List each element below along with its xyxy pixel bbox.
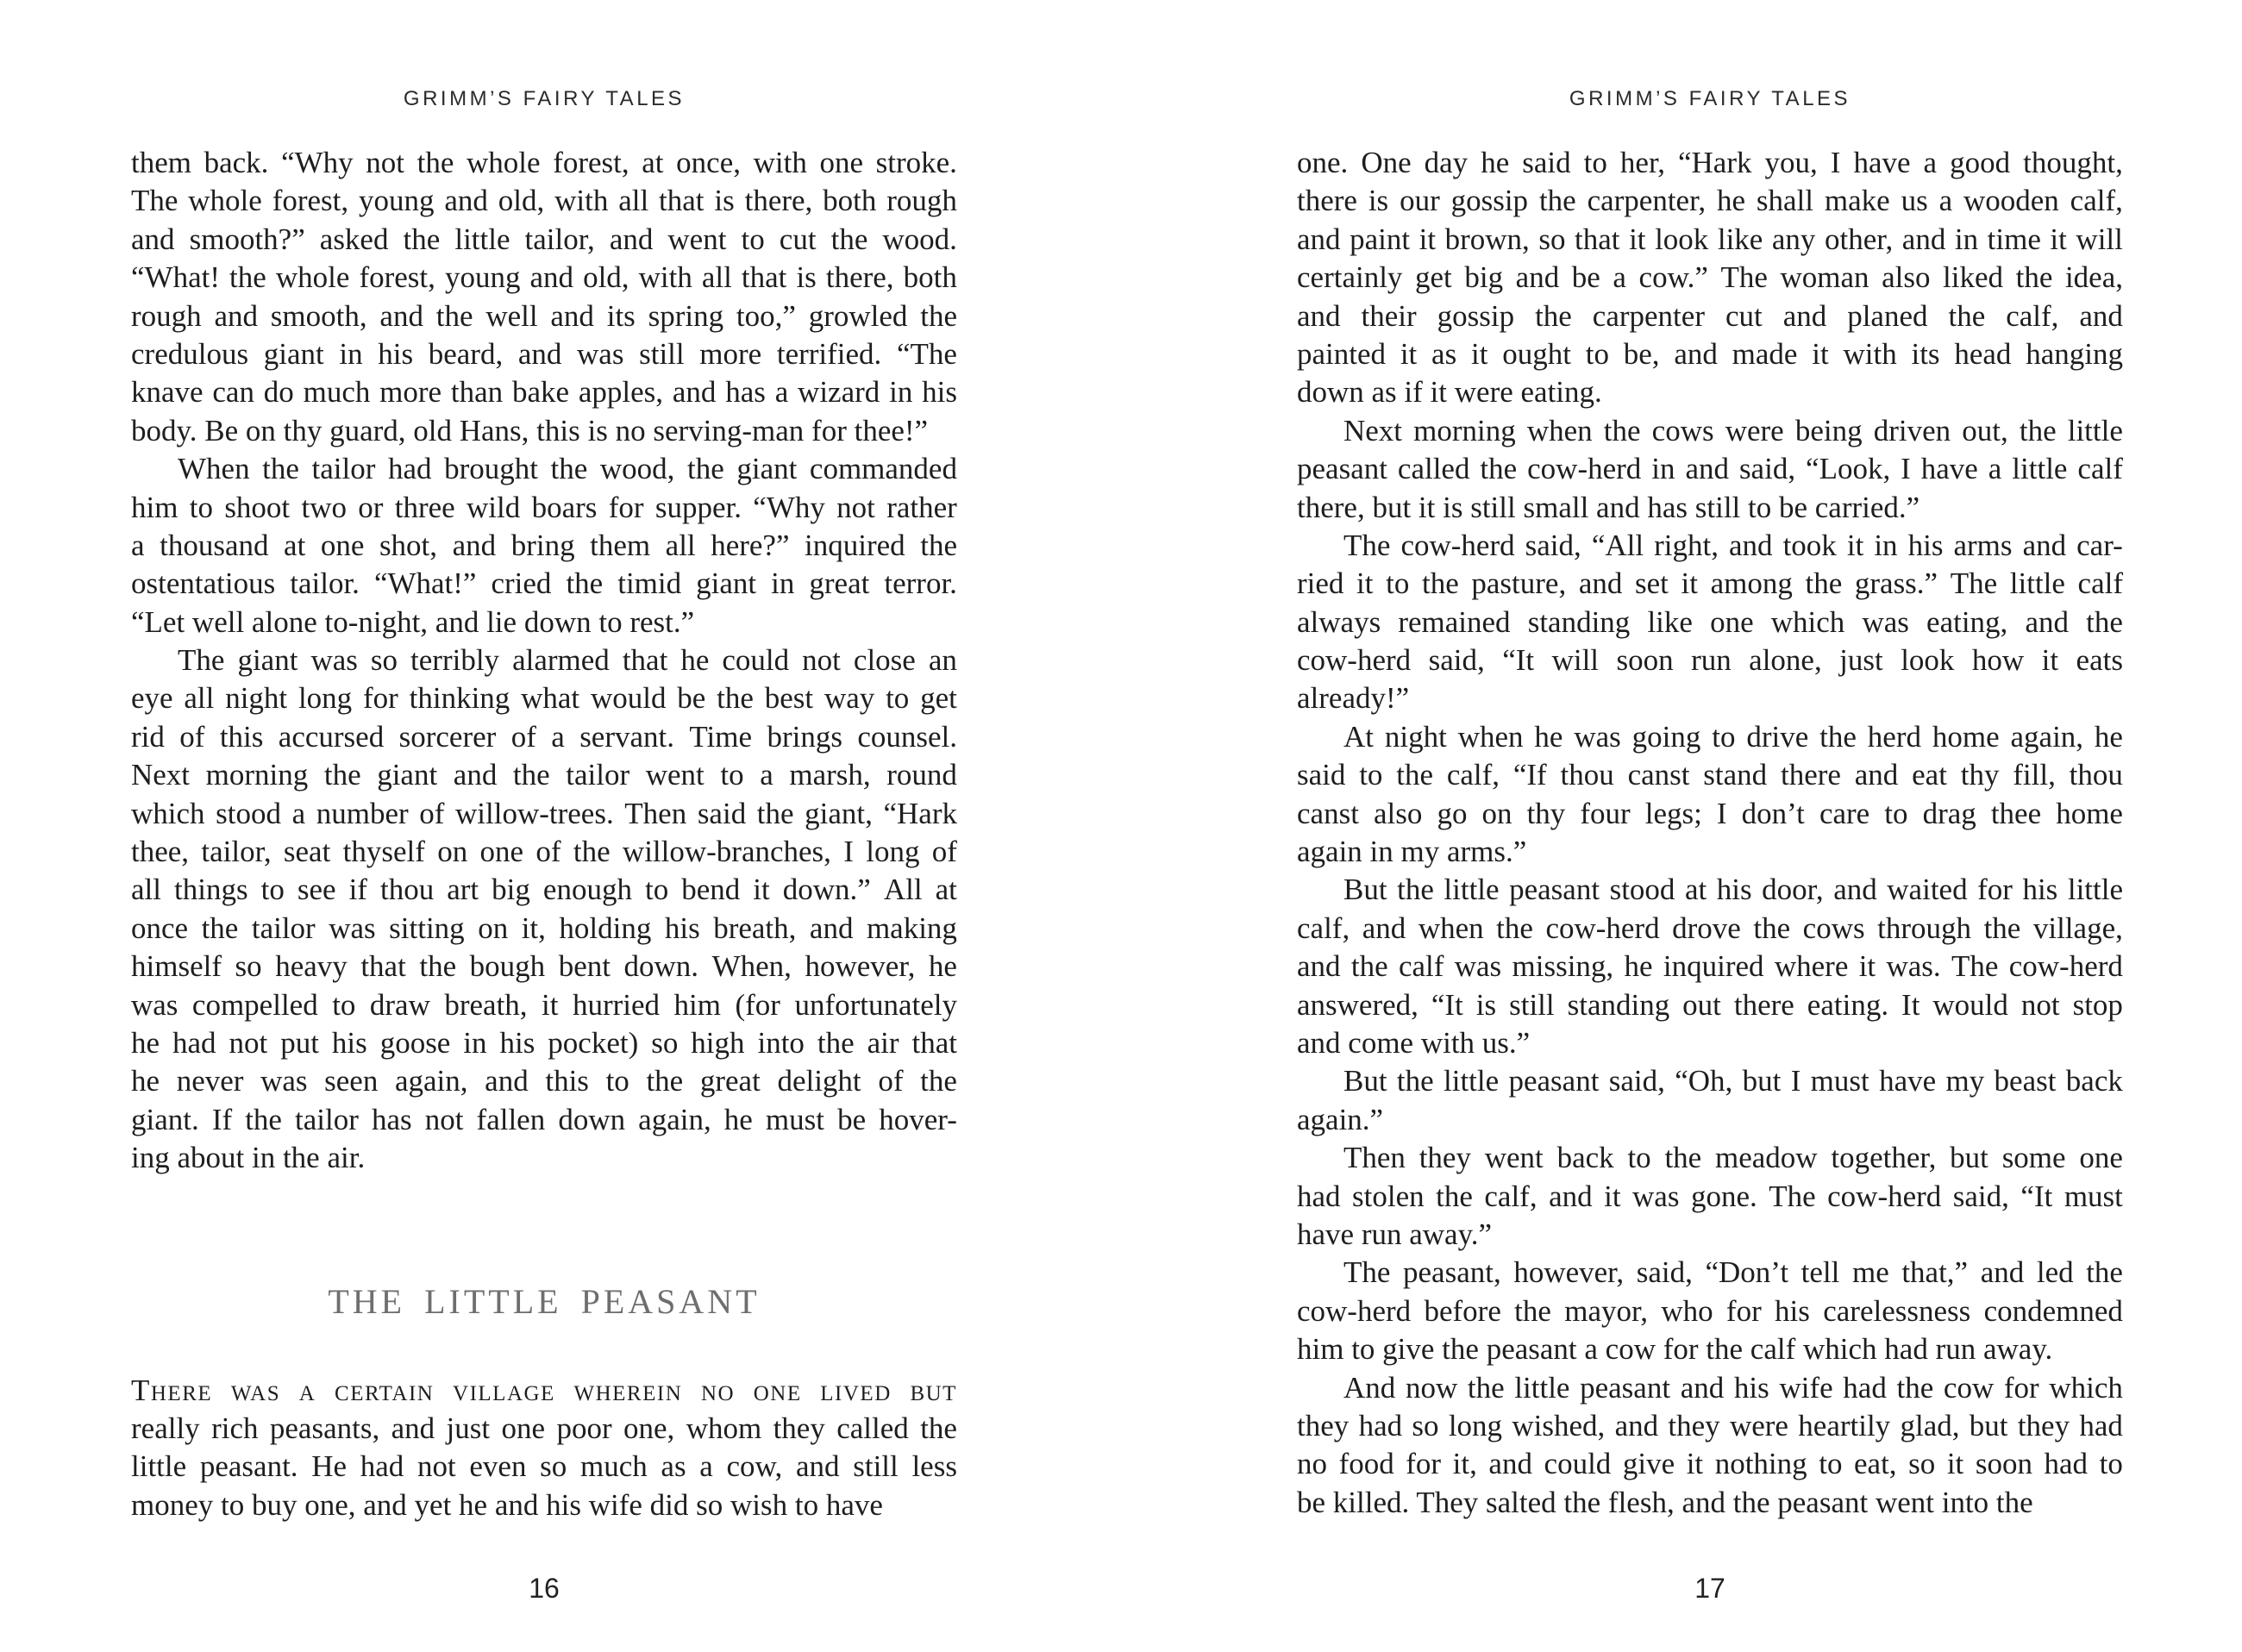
text-line: The giant was so terribly alarmed that he could not close an	[178, 643, 957, 678]
text-line: “What! the whole forest, young and old, with all that is there, both	[131, 260, 957, 295]
text-line: said to the calf, “If thou canst stand there and eat thy fill, thou	[1297, 758, 2123, 792]
text-line: there is our gossip the carpenter, he shall make us a wooden calf,	[1297, 184, 2123, 218]
text-line: thee, tailor, seat thyself on one of the willow-branches, I long of	[131, 835, 957, 869]
text-line: But the little peasant stood at his door, and waited for his little	[1343, 873, 2123, 907]
chapter-heading: THE LITTLE PEASANT	[328, 1281, 761, 1321]
page-number: 16	[529, 1573, 560, 1604]
text-line: down as if it were eating.	[1297, 375, 1602, 410]
text-line: and smooth?” asked the little tailor, and went to cut the wood.	[131, 222, 957, 256]
text-line: him to give the peasant a cow for the calf which had run away.	[1297, 1332, 2053, 1367]
running-head: GRIMM’S FAIRY TALES	[1569, 87, 1851, 110]
text-line: a thousand at one shot, and bring them all here?” inquired the	[131, 528, 957, 562]
page-body	[1297, 144, 2123, 1522]
text-line: canst also go on thy four legs; I don’t care to drag thee home	[1297, 796, 2123, 830]
text-line: money to buy one, and yet he and his wife did so wish to have	[131, 1487, 883, 1522]
text-line: And now the little peasant and his wife had the cow for which	[1343, 1370, 2123, 1405]
text-line: rid of this accursed sorcerer of a servant. Time brings counsel.	[131, 719, 957, 754]
text-line: But the little peasant said, “Oh, but I must have my beast back	[1343, 1064, 2123, 1098]
text-line: which stood a number of willow-trees. Then said the giant, “Hark	[131, 796, 957, 830]
text-line: credulous giant in his beard, and was still more terrified. “The	[131, 336, 957, 371]
text-line: rough and smooth, and the well and its spring too,” growled the	[131, 298, 957, 333]
text-line: always remained standing like one which was eating, and the	[1297, 604, 2123, 639]
text-line: There was a certain village wherein no one lived but	[131, 1373, 957, 1407]
text-line: and come with us.”	[1297, 1025, 1531, 1060]
text-line: Then they went back to the meadow together, but some one	[1343, 1141, 2123, 1175]
text-line: At night when he was going to drive the herd home again, he	[1343, 719, 2123, 754]
text-line: really rich peasants, and just one poor one, whom they called the	[131, 1411, 957, 1445]
page-number: 17	[1694, 1573, 1725, 1604]
text-line: ried it to the pasture, and set it among the grass.” The little calf	[1297, 566, 2123, 601]
text-line: was compelled to draw breath, it hurried him (for unfortunately	[131, 987, 957, 1022]
text-line: The peasant, however, said, “Don’t tell me that,” and led the	[1343, 1255, 2123, 1290]
text-line: them back. “Why not the whole forest, at once, with one stroke.	[131, 146, 957, 179]
text-line: all things to see if thou art big enough to bend it down.” All at	[131, 873, 957, 907]
text-line: and paint it brown, so that it look like any other, and in time it will	[1297, 222, 2123, 256]
text-line: answered, “It is still standing out there eating. It would not stop	[1297, 987, 2123, 1022]
text-line: The cow-herd said, “All right, and took it in his arms and car-	[1343, 528, 2123, 562]
text-line: peasant called the cow-herd in and said, “Look, I have a little calf	[1297, 452, 2123, 486]
text-line: Next morning when the cows were being driven out, the little	[1343, 413, 2123, 447]
text-line: have run away.”	[1297, 1217, 1493, 1251]
page-body	[131, 144, 957, 1524]
text-line: and their gossip the carpenter cut and planed the calf, and	[1297, 298, 2123, 333]
text-line: be killed. They salted the flesh, and the peasant went into the	[1297, 1485, 2033, 1519]
page-16	[131, 0, 957, 1652]
running-head: GRIMM’S FAIRY TALES	[403, 87, 686, 110]
page-17	[1297, 0, 2123, 1652]
text-line: cow-herd before the mayor, who for his carelessness condemned	[1297, 1293, 2123, 1328]
text-line: and the calf was missing, he inquired where it was. The cow-herd	[1297, 949, 2123, 984]
text-line: cow-herd said, “It will soon run alone, just look how it eats	[1297, 643, 2123, 678]
text-line: When the tailor had brought the wood, the giant commanded	[178, 452, 957, 486]
text-line: ostentatious tailor. “What!” cried the timid giant in great terror.	[131, 566, 957, 601]
text-line: they had so long wished, and they were heartily glad, but they had	[1297, 1408, 2123, 1442]
text-line: him to shoot two or three wild boars for supper. “Why not rather	[131, 490, 957, 524]
text-line: had stolen the calf, and it was gone. The cow-herd said, “It must	[1297, 1179, 2123, 1213]
text-line: calf, and when the cow-herd drove the cows through the village,	[1297, 910, 2123, 945]
text-line: again.”	[1297, 1102, 1384, 1136]
text-line: Next morning the giant and the tailor went to a marsh, round	[131, 758, 957, 792]
text-line: little peasant. He had not even so much as a cow, and still less	[131, 1449, 957, 1484]
text-line: already!”	[1297, 681, 1410, 716]
text-line: eye all night long for thinking what would be the best way to get	[131, 681, 957, 716]
text-line: body. Be on thy guard, old Hans, this is no serving-man for thee!”	[131, 413, 929, 447]
text-line: once the tailor was sitting on it, holding his breath, and making	[131, 910, 957, 945]
text-line: he never was seen again, and this to the great delight of the	[131, 1064, 957, 1098]
text-line: ing about in the air.	[131, 1141, 366, 1175]
text-line: painted it as it ought to be, and made it with its head hanging	[1297, 336, 2123, 371]
text-line: himself so heavy that the bough bent down. When, however, he	[131, 949, 957, 984]
text-line: “Let well alone to-night, and lie down to rest.”	[131, 604, 695, 639]
text-line: he had not put his goose in his pocket) so high into the air that	[131, 1025, 957, 1060]
text-line: one. One day he said to her, “Hark you, I have a good thought,	[1297, 146, 2123, 179]
text-line: certainly get big and be a cow.” The woman also liked the idea,	[1297, 260, 2123, 295]
text-line: The whole forest, young and old, with all that is there, both rough	[131, 184, 957, 218]
text-line: again in my arms.”	[1297, 835, 1527, 869]
text-line: knave can do much more than bake apples, and has a wizard in his	[131, 375, 957, 410]
text-line: giant. If the tailor has not fallen down again, he must be hover-	[131, 1102, 957, 1136]
text-line: no food for it, and could give it nothing to eat, so it soon had to	[1297, 1447, 2123, 1481]
text-line: there, but it is still small and has still to be carried.”	[1297, 490, 1920, 524]
